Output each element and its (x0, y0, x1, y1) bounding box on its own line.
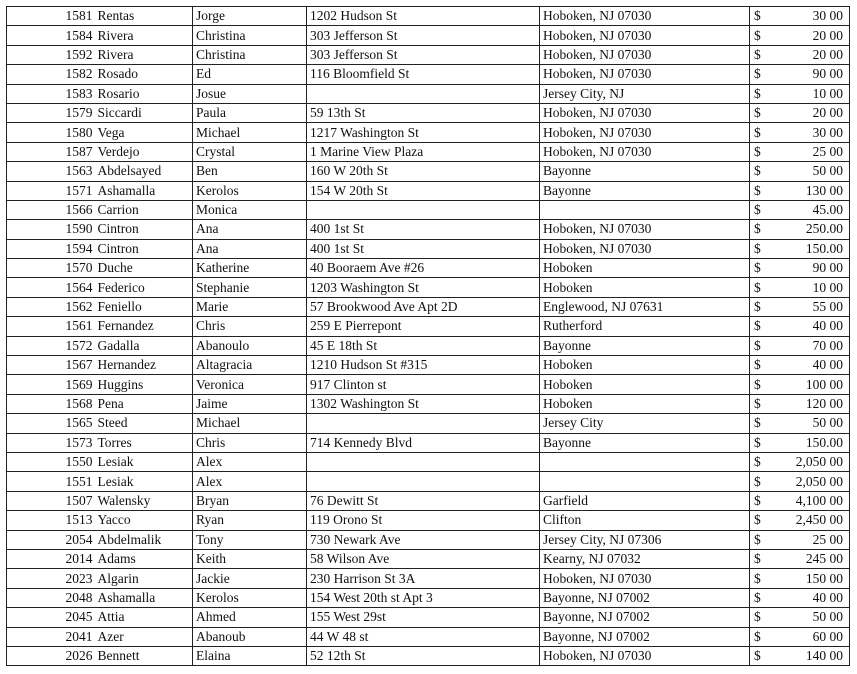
amount-cell: 25 00 (770, 142, 850, 161)
table-row (7, 491, 850, 510)
first-name-cell: Tony (193, 530, 307, 549)
record-id-cell: 2026 (7, 646, 95, 665)
table-row (7, 259, 850, 278)
city-cell: Bayonne, NJ 07002 (540, 608, 750, 627)
record-id-cell: 1551 (7, 472, 95, 491)
city-cell: Hoboken (540, 259, 750, 278)
last-name-cell: Hernandez (95, 356, 193, 375)
table-row (7, 549, 850, 568)
last-name-cell: Adams (95, 549, 193, 568)
table-row (7, 433, 850, 452)
last-name-cell: Bennett (95, 646, 193, 665)
record-id-cell: 1565 (7, 414, 95, 433)
record-id-cell: 1584 (7, 26, 95, 45)
address-cell: 155 West 29st (307, 608, 540, 627)
last-name-cell: Algarin (95, 569, 193, 588)
address-cell: 45 E 18th St (307, 336, 540, 355)
address-cell: 400 1st St (307, 239, 540, 258)
first-name-cell: Stephanie (193, 278, 307, 297)
address-cell: 160 W 20th St (307, 162, 540, 181)
currency-symbol-cell: $ (750, 646, 770, 665)
amount-cell: 140 00 (770, 646, 850, 665)
record-id-cell: 1550 (7, 452, 95, 471)
table-row (7, 356, 850, 375)
first-name-cell: Ana (193, 220, 307, 239)
address-cell (307, 472, 540, 491)
city-cell: Hoboken (540, 375, 750, 394)
city-cell: Hoboken, NJ 07030 (540, 26, 750, 45)
first-name-cell: Kerolos (193, 588, 307, 607)
amount-cell: 130 00 (770, 181, 850, 200)
currency-symbol-cell: $ (750, 297, 770, 316)
address-cell: 116 Bloomfield St (307, 65, 540, 84)
last-name-cell: Abdelsayed (95, 162, 193, 181)
address-cell: 917 Clinton st (307, 375, 540, 394)
record-id-cell: 1513 (7, 511, 95, 530)
table-row (7, 239, 850, 258)
address-cell: 44 W 48 st (307, 627, 540, 646)
record-id-cell: 1563 (7, 162, 95, 181)
record-id-cell: 2023 (7, 569, 95, 588)
table-row (7, 220, 850, 239)
record-id-cell: 1568 (7, 394, 95, 413)
first-name-cell: Alex (193, 472, 307, 491)
last-name-cell: Vega (95, 123, 193, 142)
record-id-cell: 2041 (7, 627, 95, 646)
last-name-cell: Azer (95, 627, 193, 646)
currency-symbol-cell: $ (750, 569, 770, 588)
record-id-cell: 1590 (7, 220, 95, 239)
currency-symbol-cell: $ (750, 259, 770, 278)
amount-cell: 70 00 (770, 336, 850, 355)
records-table (6, 6, 850, 666)
city-cell: Garfield (540, 491, 750, 510)
city-cell: Hoboken (540, 356, 750, 375)
last-name-cell: Ashamalla (95, 588, 193, 607)
record-id-cell: 1562 (7, 297, 95, 316)
currency-symbol-cell: $ (750, 530, 770, 549)
table-row (7, 297, 850, 316)
address-cell: 303 Jefferson St (307, 45, 540, 64)
currency-symbol-cell: $ (750, 7, 770, 26)
address-cell (307, 84, 540, 103)
city-cell: Bayonne (540, 162, 750, 181)
amount-cell: 50 00 (770, 162, 850, 181)
last-name-cell: Duche (95, 259, 193, 278)
amount-cell: 40 00 (770, 317, 850, 336)
city-cell: Clifton (540, 511, 750, 530)
table-row (7, 181, 850, 200)
table-row (7, 278, 850, 297)
currency-symbol-cell: $ (750, 356, 770, 375)
address-cell: 1302 Washington St (307, 394, 540, 413)
record-id-cell: 1587 (7, 142, 95, 161)
currency-symbol-cell: $ (750, 123, 770, 142)
record-id-cell: 2014 (7, 549, 95, 568)
last-name-cell: Lesiak (95, 472, 193, 491)
last-name-cell: Steed (95, 414, 193, 433)
first-name-cell: Monica (193, 200, 307, 219)
amount-cell: 150.00 (770, 239, 850, 258)
city-cell: Hoboken, NJ 07030 (540, 569, 750, 588)
city-cell: Hoboken (540, 394, 750, 413)
address-cell (307, 452, 540, 471)
address-cell: 714 Kennedy Blvd (307, 433, 540, 452)
table-row (7, 627, 850, 646)
first-name-cell: Christina (193, 45, 307, 64)
address-cell: 400 1st St (307, 220, 540, 239)
table-row (7, 336, 850, 355)
city-cell: Bayonne, NJ 07002 (540, 588, 750, 607)
first-name-cell: Michael (193, 123, 307, 142)
table-body (7, 7, 850, 666)
currency-symbol-cell: $ (750, 200, 770, 219)
record-id-cell: 1573 (7, 433, 95, 452)
last-name-cell: Gadalla (95, 336, 193, 355)
amount-cell: 90 00 (770, 259, 850, 278)
address-cell: 40 Booraem Ave #26 (307, 259, 540, 278)
last-name-cell: Pena (95, 394, 193, 413)
amount-cell: 2,450 00 (770, 511, 850, 530)
amount-cell: 10 00 (770, 278, 850, 297)
table-row (7, 162, 850, 181)
record-id-cell: 2045 (7, 608, 95, 627)
address-cell: 730 Newark Ave (307, 530, 540, 549)
amount-cell: 120 00 (770, 394, 850, 413)
last-name-cell: Yacco (95, 511, 193, 530)
amount-cell: 150 00 (770, 569, 850, 588)
last-name-cell: Rosado (95, 65, 193, 84)
table-row (7, 142, 850, 161)
table-row (7, 45, 850, 64)
amount-cell: 20 00 (770, 45, 850, 64)
record-id-cell: 1564 (7, 278, 95, 297)
currency-symbol-cell: $ (750, 239, 770, 258)
first-name-cell: Veronica (193, 375, 307, 394)
first-name-cell: Chris (193, 433, 307, 452)
city-cell: Jersey City (540, 414, 750, 433)
amount-cell: 2,050 00 (770, 452, 850, 471)
record-id-cell: 1592 (7, 45, 95, 64)
record-id-cell: 2054 (7, 530, 95, 549)
amount-cell: 10 00 (770, 84, 850, 103)
currency-symbol-cell: $ (750, 414, 770, 433)
amount-cell: 250.00 (770, 220, 850, 239)
record-id-cell: 1579 (7, 103, 95, 122)
amount-cell: 60 00 (770, 627, 850, 646)
record-id-cell: 1581 (7, 7, 95, 26)
table-row (7, 646, 850, 665)
first-name-cell: Chris (193, 317, 307, 336)
amount-cell: 2,050 00 (770, 472, 850, 491)
record-id-cell: 1566 (7, 200, 95, 219)
first-name-cell: Alex (193, 452, 307, 471)
city-cell (540, 452, 750, 471)
table-row (7, 394, 850, 413)
currency-symbol-cell: $ (750, 472, 770, 491)
last-name-cell: Walensky (95, 491, 193, 510)
address-cell: 259 E Pierrepont (307, 317, 540, 336)
first-name-cell: Ryan (193, 511, 307, 530)
first-name-cell: Katherine (193, 259, 307, 278)
first-name-cell: Elaina (193, 646, 307, 665)
table-row (7, 452, 850, 471)
city-cell: Jersey City, NJ 07306 (540, 530, 750, 549)
address-cell: 303 Jefferson St (307, 26, 540, 45)
record-id-cell: 1507 (7, 491, 95, 510)
last-name-cell: Federico (95, 278, 193, 297)
last-name-cell: Siccardi (95, 103, 193, 122)
city-cell: Hoboken, NJ 07030 (540, 65, 750, 84)
first-name-cell: Jackie (193, 569, 307, 588)
address-cell: 59 13th St (307, 103, 540, 122)
table-row (7, 472, 850, 491)
city-cell: Rutherford (540, 317, 750, 336)
table-row (7, 7, 850, 26)
amount-cell: 40 00 (770, 356, 850, 375)
first-name-cell: Christina (193, 26, 307, 45)
first-name-cell: Abanoub (193, 627, 307, 646)
table-row (7, 588, 850, 607)
currency-symbol-cell: $ (750, 588, 770, 607)
currency-symbol-cell: $ (750, 278, 770, 297)
address-cell: 1 Marine View Plaza (307, 142, 540, 161)
currency-symbol-cell: $ (750, 336, 770, 355)
record-id-cell: 1580 (7, 123, 95, 142)
amount-cell: 90 00 (770, 65, 850, 84)
address-cell: 154 W 20th St (307, 181, 540, 200)
last-name-cell: Torres (95, 433, 193, 452)
amount-cell: 100 00 (770, 375, 850, 394)
record-id-cell: 1582 (7, 65, 95, 84)
city-cell: Hoboken, NJ 07030 (540, 239, 750, 258)
address-cell: 1203 Washington St (307, 278, 540, 297)
currency-symbol-cell: $ (750, 375, 770, 394)
currency-symbol-cell: $ (750, 26, 770, 45)
currency-symbol-cell: $ (750, 452, 770, 471)
city-cell: Bayonne (540, 181, 750, 200)
table-row (7, 26, 850, 45)
last-name-cell: Rentas (95, 7, 193, 26)
amount-cell: 50 00 (770, 608, 850, 627)
record-id-cell: 1567 (7, 356, 95, 375)
currency-symbol-cell: $ (750, 433, 770, 452)
city-cell: Hoboken, NJ 07030 (540, 45, 750, 64)
first-name-cell: Josue (193, 84, 307, 103)
last-name-cell: Ashamalla (95, 181, 193, 200)
last-name-cell: Cintron (95, 220, 193, 239)
first-name-cell: Marie (193, 297, 307, 316)
city-cell: Hoboken, NJ 07030 (540, 7, 750, 26)
table-row (7, 103, 850, 122)
address-cell: 1202 Hudson St (307, 7, 540, 26)
first-name-cell: Michael (193, 414, 307, 433)
last-name-cell: Cintron (95, 239, 193, 258)
currency-symbol-cell: $ (750, 511, 770, 530)
city-cell: Jersey City, NJ (540, 84, 750, 103)
record-id-cell: 1572 (7, 336, 95, 355)
amount-cell: 245 00 (770, 549, 850, 568)
record-id-cell: 1561 (7, 317, 95, 336)
address-cell: 154 West 20th st Apt 3 (307, 588, 540, 607)
city-cell: Hoboken, NJ 07030 (540, 220, 750, 239)
first-name-cell: Altagracia (193, 356, 307, 375)
currency-symbol-cell: $ (750, 394, 770, 413)
first-name-cell: Bryan (193, 491, 307, 510)
amount-cell: 55 00 (770, 297, 850, 316)
amount-cell: 50 00 (770, 414, 850, 433)
first-name-cell: Paula (193, 103, 307, 122)
last-name-cell: Abdelmalik (95, 530, 193, 549)
address-cell (307, 414, 540, 433)
last-name-cell: Rosario (95, 84, 193, 103)
record-id-cell: 1594 (7, 239, 95, 258)
record-id-cell: 2048 (7, 588, 95, 607)
currency-symbol-cell: $ (750, 45, 770, 64)
city-cell: Hoboken, NJ 07030 (540, 123, 750, 142)
address-cell: 57 Brookwood Ave Apt 2D (307, 297, 540, 316)
last-name-cell: Feniello (95, 297, 193, 316)
address-cell: 1210 Hudson St #315 (307, 356, 540, 375)
currency-symbol-cell: $ (750, 103, 770, 122)
currency-symbol-cell: $ (750, 142, 770, 161)
first-name-cell: Jaime (193, 394, 307, 413)
table-row (7, 200, 850, 219)
first-name-cell: Jorge (193, 7, 307, 26)
record-id-cell: 1571 (7, 181, 95, 200)
first-name-cell: Keith (193, 549, 307, 568)
address-cell: 52 12th St (307, 646, 540, 665)
city-cell (540, 472, 750, 491)
amount-cell: 30 00 (770, 7, 850, 26)
table-row (7, 608, 850, 627)
currency-symbol-cell: $ (750, 220, 770, 239)
first-name-cell: Ben (193, 162, 307, 181)
table-row (7, 65, 850, 84)
amount-cell: 45.00 (770, 200, 850, 219)
address-cell: 119 Orono St (307, 511, 540, 530)
city-cell (540, 200, 750, 219)
address-cell (307, 200, 540, 219)
last-name-cell: Huggins (95, 375, 193, 394)
first-name-cell: Crystal (193, 142, 307, 161)
table-row (7, 414, 850, 433)
last-name-cell: Attia (95, 608, 193, 627)
city-cell: Hoboken (540, 278, 750, 297)
amount-cell: 150.00 (770, 433, 850, 452)
table-row (7, 123, 850, 142)
city-cell: Bayonne (540, 433, 750, 452)
amount-cell: 25 00 (770, 530, 850, 549)
first-name-cell: Ahmed (193, 608, 307, 627)
city-cell: Englewood, NJ 07631 (540, 297, 750, 316)
address-cell: 230 Harrison St 3A (307, 569, 540, 588)
currency-symbol-cell: $ (750, 608, 770, 627)
city-cell: Bayonne, NJ 07002 (540, 627, 750, 646)
amount-cell: 4,100 00 (770, 491, 850, 510)
currency-symbol-cell: $ (750, 317, 770, 336)
first-name-cell: Ed (193, 65, 307, 84)
currency-symbol-cell: $ (750, 181, 770, 200)
table-row (7, 317, 850, 336)
last-name-cell: Rivera (95, 45, 193, 64)
amount-cell: 20 00 (770, 26, 850, 45)
currency-symbol-cell: $ (750, 627, 770, 646)
city-cell: Hoboken, NJ 07030 (540, 142, 750, 161)
table-row (7, 375, 850, 394)
amount-cell: 20 00 (770, 103, 850, 122)
table-row (7, 530, 850, 549)
city-cell: Bayonne (540, 336, 750, 355)
first-name-cell: Abanoulo (193, 336, 307, 355)
last-name-cell: Lesiak (95, 452, 193, 471)
record-id-cell: 1583 (7, 84, 95, 103)
currency-symbol-cell: $ (750, 84, 770, 103)
currency-symbol-cell: $ (750, 65, 770, 84)
currency-symbol-cell: $ (750, 491, 770, 510)
first-name-cell: Kerolos (193, 181, 307, 200)
last-name-cell: Rivera (95, 26, 193, 45)
address-cell: 1217 Washington St (307, 123, 540, 142)
currency-symbol-cell: $ (750, 162, 770, 181)
amount-cell: 30 00 (770, 123, 850, 142)
last-name-cell: Carrion (95, 200, 193, 219)
table-row (7, 569, 850, 588)
last-name-cell: Verdejo (95, 142, 193, 161)
city-cell: Kearny, NJ 07032 (540, 549, 750, 568)
city-cell: Hoboken, NJ 07030 (540, 103, 750, 122)
record-id-cell: 1569 (7, 375, 95, 394)
amount-cell: 40 00 (770, 588, 850, 607)
table-row (7, 84, 850, 103)
city-cell: Hoboken, NJ 07030 (540, 646, 750, 665)
address-cell: 58 Wilson Ave (307, 549, 540, 568)
last-name-cell: Fernandez (95, 317, 193, 336)
record-id-cell: 1570 (7, 259, 95, 278)
table-row (7, 511, 850, 530)
currency-symbol-cell: $ (750, 549, 770, 568)
first-name-cell: Ana (193, 239, 307, 258)
address-cell: 76 Dewitt St (307, 491, 540, 510)
